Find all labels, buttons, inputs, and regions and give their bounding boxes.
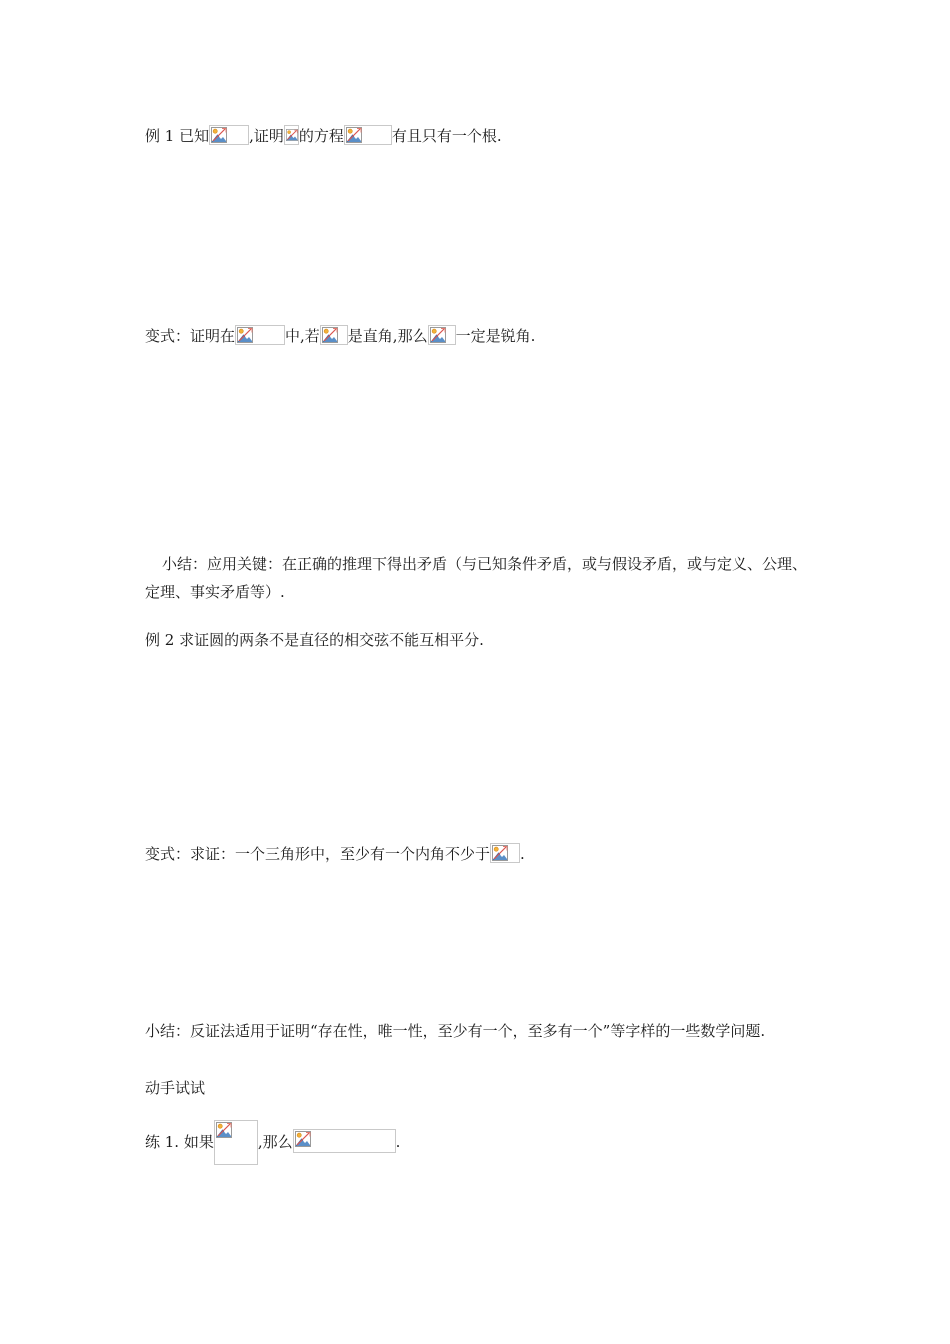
formula-image bbox=[235, 325, 285, 345]
broken-image-icon bbox=[216, 1122, 232, 1138]
summary-2 bbox=[145, 1017, 810, 1045]
broken-image-icon bbox=[322, 327, 338, 343]
formula-image bbox=[490, 843, 520, 863]
practice-heading bbox=[145, 1078, 205, 1098]
formula-image bbox=[214, 1120, 258, 1165]
example-1-suffix: 有且只有一个根. bbox=[391, 127, 502, 145]
practice-1-prefix: 练 1. 如果 bbox=[145, 1133, 214, 1151]
broken-image-icon bbox=[430, 327, 446, 343]
example-2 bbox=[145, 630, 484, 650]
example-2-text: 例 2 求证圆的两条不是直径的相交弦不能互相平分. bbox=[145, 631, 484, 649]
broken-image-icon bbox=[237, 327, 253, 343]
variant-2-prefix: 变式：求证：一个三角形中，至少有一个内角不少于 bbox=[145, 845, 491, 863]
formula-image bbox=[320, 325, 348, 345]
variant-1-suffix: 一定是锐角. bbox=[455, 327, 536, 345]
practice-1-suffix: . bbox=[395, 1133, 401, 1151]
summary-1 bbox=[145, 550, 810, 606]
summary-1-text: 小结：应用关键：在正确的推理下得出矛盾（与已知条件矛盾，或与假设矛盾，或与定义、公理、定理、事实矛盾等）. bbox=[145, 555, 808, 601]
variant-1-part3: 是直角,那么 bbox=[347, 327, 428, 345]
formula-image bbox=[293, 1129, 396, 1153]
variant-1-prefix: 变式：证明在 bbox=[145, 327, 236, 345]
broken-image-icon bbox=[286, 129, 298, 141]
practice-1-part2: ,那么 bbox=[257, 1133, 293, 1151]
variant-1 bbox=[145, 325, 535, 346]
broken-image-icon bbox=[295, 1131, 311, 1147]
broken-image-icon bbox=[492, 845, 508, 861]
formula-image bbox=[284, 125, 299, 145]
summary-2-text: 小结：反证法适用于证明“存在性，唯一性，至少有一个，至多有一个”等字样的一些数学问题. bbox=[145, 1022, 766, 1040]
broken-image-icon bbox=[346, 127, 362, 143]
formula-image bbox=[344, 125, 392, 145]
example-1 bbox=[145, 125, 502, 146]
formula-image bbox=[209, 125, 249, 145]
example-1-part2: ,证明 bbox=[249, 127, 284, 145]
practice-heading-text: 动手试试 bbox=[145, 1079, 206, 1097]
variant-1-part2: 中,若 bbox=[285, 327, 320, 345]
example-1-part3: 的方程 bbox=[298, 127, 344, 145]
practice-1 bbox=[145, 1120, 400, 1165]
variant-2-suffix: . bbox=[520, 845, 525, 863]
variant-2 bbox=[145, 843, 525, 864]
formula-image bbox=[428, 325, 456, 345]
broken-image-icon bbox=[211, 127, 227, 143]
example-1-prefix: 例 1 已知 bbox=[145, 127, 210, 145]
